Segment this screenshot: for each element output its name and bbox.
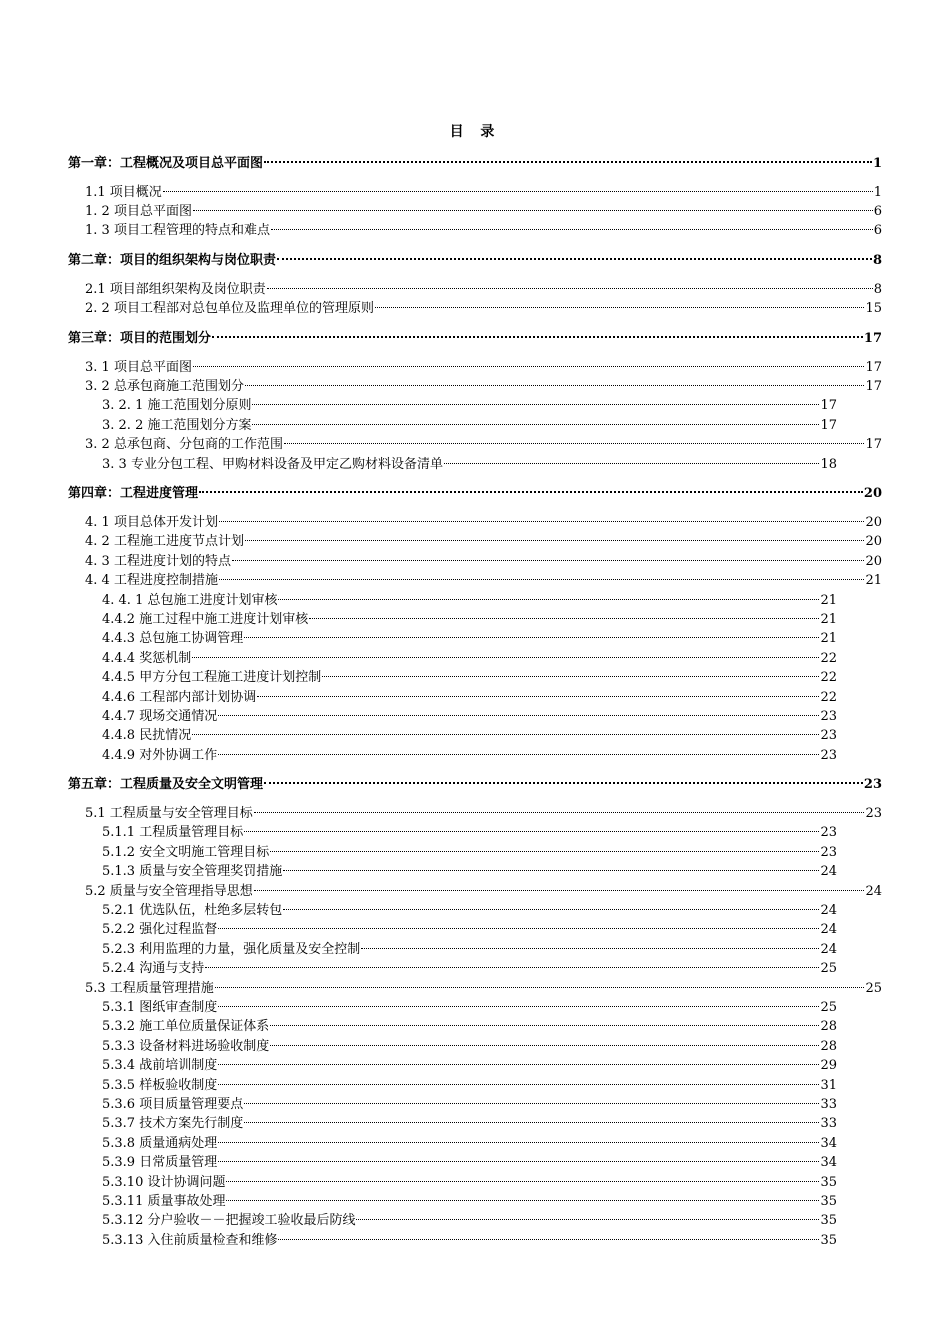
toc-entry-label: 4.4.3 总包施工协调管理 [102, 631, 244, 646]
toc-entry-label: 5.3.8 质量通病处理 [102, 1136, 218, 1151]
toc-entry[interactable] [102, 818, 837, 840]
toc-page-number: 33 [820, 1097, 837, 1112]
toc-entry-label: 5.2.4 沟通与支持 [102, 961, 205, 976]
toc-dot-leader [218, 1051, 819, 1069]
toc-entry-label: 3. 2 总承包商、分包商的工作范围 [85, 437, 283, 452]
toc-dot-leader [264, 149, 872, 167]
toc-dot-leader [193, 197, 873, 215]
toc-dot-leader [218, 1129, 819, 1147]
toc-chapter-entry[interactable] [68, 149, 882, 171]
toc-dot-leader [232, 547, 865, 565]
toc-entry-label: 4.4.6 工程部内部计划协调 [102, 690, 257, 705]
toc-entry[interactable] [102, 721, 837, 743]
toc-entry-label: 4.4.2 施工过程中施工进度计划审核 [102, 612, 309, 627]
toc-entry[interactable] [102, 1051, 837, 1073]
toc-dot-leader [254, 799, 865, 817]
toc-page-number: 29 [820, 1058, 837, 1073]
toc-entry[interactable] [102, 838, 837, 860]
toc-entry-label: 4.4.4 奖惩机制 [102, 651, 192, 666]
toc-entry[interactable] [102, 1071, 837, 1093]
toc-entry[interactable] [102, 915, 837, 937]
toc-dot-leader [226, 1187, 819, 1205]
toc-page-number: 23 [863, 777, 882, 792]
toc-entry[interactable] [102, 605, 837, 627]
toc-entry[interactable] [102, 644, 837, 666]
toc-entry-label: 3. 1 项目总平面图 [85, 360, 192, 375]
toc-dot-leader [375, 294, 865, 312]
toc-page-number: 24 [820, 922, 837, 937]
toc-entry[interactable] [85, 430, 882, 452]
toc-dot-leader [361, 935, 819, 953]
toc-dot-leader [270, 1012, 819, 1030]
toc-page-number: 21 [865, 573, 882, 588]
toc-dot-leader [215, 974, 865, 992]
toc-page-number: 25 [820, 961, 837, 976]
toc-entry-label: 5.3.9 日常质量管理 [102, 1155, 218, 1170]
toc-entry-label: 4.4.8 民扰情况 [102, 728, 192, 743]
toc-page-number: 8 [872, 253, 882, 268]
toc-entry[interactable] [85, 275, 882, 297]
toc-entry-label: 5.3.4 战前培训制度 [102, 1058, 218, 1073]
toc-entry[interactable] [102, 1012, 837, 1034]
toc-dot-leader [270, 1032, 819, 1050]
toc-dot-leader [205, 954, 819, 972]
toc-dot-leader [245, 527, 865, 545]
toc-dot-leader [218, 993, 819, 1011]
toc-page-number: 28 [820, 1019, 837, 1034]
toc-dot-leader [226, 1168, 819, 1186]
toc-title: 目 录 [449, 124, 501, 140]
toc-dot-leader [192, 644, 819, 662]
toc-page-number: 20 [865, 534, 882, 549]
toc-entry-label: 5.3.12 分户验收－－把握竣工验收最后防线 [102, 1213, 356, 1228]
toc-dot-leader [264, 770, 863, 788]
toc-entry-label: 2.1 项目部组织架构及岗位职责 [85, 282, 266, 297]
toc-dot-leader [212, 324, 863, 342]
toc-entry[interactable] [85, 216, 882, 238]
toc-entry-label: 1.1 项目概况 [85, 185, 162, 200]
toc-entry[interactable] [102, 1129, 837, 1151]
toc-entry-label: 5.1 工程质量与安全管理目标 [85, 806, 253, 821]
toc-entry-label: 1. 3 项目工程管理的特点和难点 [85, 223, 270, 238]
toc-dot-leader [283, 857, 819, 875]
toc-entry[interactable] [102, 1187, 837, 1209]
toc-dot-leader [271, 216, 873, 234]
toc-entry[interactable] [102, 702, 837, 724]
toc-entry[interactable] [102, 896, 837, 918]
toc-page-number: 24 [820, 903, 837, 918]
toc-dot-leader [252, 391, 819, 409]
toc-entry[interactable] [102, 391, 837, 413]
toc-entry-label: 4.4.9 对外协调工作 [102, 748, 218, 763]
toc-page-number: 20 [865, 554, 882, 569]
toc-entry-label: 3. 2 总承包商施工范围划分 [85, 379, 244, 394]
toc-page-number: 1 [872, 156, 882, 171]
toc-entry-label: 4.4.5 甲方分包工程施工进度计划控制 [102, 670, 322, 685]
toc-page-number: 33 [820, 1116, 837, 1131]
toc-entry-label: 5.2.1 优选队伍，杜绝多层转包 [102, 903, 283, 918]
toc-page-number: 25 [865, 981, 882, 996]
toc-page-number: 24 [865, 884, 882, 899]
toc-entry-label: 3. 2. 1 施工范围划分原则 [102, 398, 252, 413]
toc-page-number: 17 [863, 331, 882, 346]
toc-entry[interactable] [85, 178, 882, 200]
toc-page-number: 17 [865, 379, 882, 394]
toc-entry-label: 5.1.3 质量与安全管理奖罚措施 [102, 864, 283, 879]
toc-entry[interactable] [102, 993, 837, 1015]
toc-entry-label: 第一章：工程概况及项目总平面图 [68, 156, 264, 171]
toc-entry[interactable] [102, 1090, 837, 1112]
toc-dot-leader [193, 353, 865, 371]
toc-entry[interactable] [85, 877, 882, 899]
toc-entry[interactable] [102, 1032, 837, 1054]
toc-dot-leader [278, 586, 819, 604]
toc-entry-label: 5.3.7 技术方案先行制度 [102, 1116, 244, 1131]
toc-dot-leader [444, 450, 820, 468]
toc-page-number: 6 [873, 223, 882, 238]
toc-dot-leader [267, 275, 873, 293]
toc-entry[interactable] [102, 1148, 837, 1170]
toc-entry[interactable] [102, 741, 837, 763]
toc-page-number: 6 [873, 204, 882, 219]
toc-entry[interactable] [85, 294, 882, 316]
toc-page-number: 22 [820, 690, 837, 705]
toc-dot-leader [284, 430, 865, 448]
toc-dot-leader [244, 818, 819, 836]
toc-dot-leader [278, 1226, 819, 1244]
toc-entry-label: 4. 1 项目总体开发计划 [85, 515, 218, 530]
toc-dot-leader [218, 741, 819, 759]
toc-page-number: 35 [820, 1233, 837, 1248]
toc-entry-label: 4.4.7 现场交通情况 [102, 709, 218, 724]
toc-page-number: 21 [820, 593, 837, 608]
toc-entry-label: 2. 2 项目工程部对总包单位及监理单位的管理原则 [85, 301, 374, 316]
toc-dot-leader [218, 1148, 819, 1166]
toc-page-number: 22 [820, 651, 837, 666]
toc-page-number: 23 [865, 806, 882, 821]
toc-entry[interactable] [102, 683, 837, 705]
toc-page-number: 21 [820, 631, 837, 646]
toc-dot-leader [218, 702, 819, 720]
toc-entry[interactable] [85, 372, 882, 394]
toc-page-number: 23 [820, 709, 837, 724]
toc-page-number: 20 [863, 486, 882, 501]
toc-entry[interactable] [102, 411, 837, 433]
toc-entry-label: 1. 2 项目总平面图 [85, 204, 192, 219]
toc-entry-label: 4. 4 工程进度控制措施 [85, 573, 218, 588]
toc-dot-leader [309, 605, 819, 623]
toc-dot-leader [218, 915, 819, 933]
toc-entry-label: 第二章：项目的组织架构与岗位职责 [68, 253, 277, 268]
toc-dot-leader [270, 838, 819, 856]
toc-entry-label: 5.1.2 安全文明施工管理目标 [102, 845, 270, 860]
toc-chapter-entry[interactable] [68, 770, 882, 792]
toc-dot-leader [283, 896, 819, 914]
toc-page-number: 17 [820, 398, 837, 413]
toc-entry-label: 第三章：项目的范围划分 [68, 331, 212, 346]
toc-dot-leader [252, 411, 819, 429]
toc-entry[interactable] [102, 624, 837, 646]
toc-entry-label: 5.3.6 项目质量管理要点 [102, 1097, 244, 1112]
toc-entry[interactable] [85, 799, 882, 821]
toc-page-number: 17 [865, 437, 882, 452]
toc-dot-leader [244, 1109, 819, 1127]
toc-entry[interactable] [102, 1226, 837, 1248]
toc-page-number: 23 [820, 845, 837, 860]
toc-entry[interactable] [102, 954, 837, 976]
toc-entry[interactable] [85, 197, 882, 219]
toc-entry-label: 4. 2 工程施工进度节点计划 [85, 534, 244, 549]
toc-entry[interactable] [102, 1109, 837, 1131]
toc-page-number: 31 [820, 1078, 837, 1093]
toc-entry[interactable] [102, 586, 837, 608]
toc-dot-leader [254, 877, 865, 895]
toc-page-number: 34 [820, 1155, 837, 1170]
toc-page-number: 20 [865, 515, 882, 530]
toc-entry-label: 3. 2. 2 施工范围划分方案 [102, 418, 252, 433]
toc-entry-label: 5.3.13 入住前质量检查和维修 [102, 1233, 278, 1248]
toc-dot-leader [257, 683, 819, 701]
toc-entry-label: 5.3.3 设备材料进场验收制度 [102, 1039, 270, 1054]
toc-entry-label: 5.1.1 工程质量管理目标 [102, 825, 244, 840]
toc-dot-leader [192, 721, 819, 739]
toc-entry-label: 5.3 工程质量管理措施 [85, 981, 214, 996]
toc-page-number: 1 [873, 185, 882, 200]
toc-dot-leader [244, 624, 819, 642]
toc-entry-label: 5.3.5 样板验收制度 [102, 1078, 218, 1093]
toc-dot-leader [277, 246, 872, 264]
toc-entry[interactable] [102, 857, 837, 879]
toc-entry-label: 5.3.11 质量事故处理 [102, 1194, 226, 1209]
toc-page-number: 34 [820, 1136, 837, 1151]
toc-entry-label: 5.3.1 图纸审查制度 [102, 1000, 218, 1015]
toc-entry[interactable] [85, 974, 882, 996]
toc-page-number: 24 [820, 942, 837, 957]
toc-dot-leader [322, 663, 819, 681]
toc-entry-label: 5.2.2 强化过程监督 [102, 922, 218, 937]
toc-entry-label: 4. 3 工程进度计划的特点 [85, 554, 231, 569]
toc-page-number: 25 [820, 1000, 837, 1015]
toc-entry[interactable] [102, 935, 837, 957]
toc-entry[interactable] [85, 508, 882, 530]
toc-page-number: 35 [820, 1194, 837, 1209]
toc-dot-leader [199, 479, 863, 497]
toc-dot-leader [218, 1071, 819, 1089]
toc-entry-label: 4. 4. 1 总包施工进度计划审核 [102, 593, 278, 608]
toc-entry[interactable] [85, 547, 882, 569]
toc-page-number: 17 [865, 360, 882, 375]
toc-entry-label: 5.2 质量与安全管理指导思想 [85, 884, 253, 899]
toc-page-number: 23 [820, 728, 837, 743]
toc-dot-leader [219, 508, 865, 526]
toc-dot-leader [219, 566, 865, 584]
toc-dot-leader [245, 372, 865, 390]
toc-entry-label: 5.3.10 设计协调问题 [102, 1175, 226, 1190]
toc-page-number: 15 [865, 301, 882, 316]
toc-entry[interactable] [102, 450, 837, 472]
toc-page-number: 24 [820, 864, 837, 879]
toc-page-number: 23 [820, 748, 837, 763]
toc-page-number: 22 [820, 670, 837, 685]
toc-page-number: 35 [820, 1175, 837, 1190]
toc-dot-leader [244, 1090, 819, 1108]
toc-entry[interactable] [102, 1206, 837, 1228]
toc-page-number: 21 [820, 612, 837, 627]
toc-chapter-entry[interactable] [68, 246, 882, 268]
toc-chapter-entry[interactable] [68, 324, 882, 346]
toc-entry[interactable] [85, 566, 882, 588]
toc-dot-leader [356, 1206, 819, 1224]
toc-page-number: 17 [820, 418, 837, 433]
toc-dot-leader [163, 178, 873, 196]
toc-page-number: 8 [873, 282, 882, 297]
toc-page-number: 23 [820, 825, 837, 840]
toc-entry[interactable] [102, 1168, 837, 1190]
toc-entry-label: 第四章：工程进度管理 [68, 486, 199, 501]
toc-page-number: 35 [820, 1213, 837, 1228]
toc-entry-label: 5.2.3 利用监理的力量，强化质量及安全控制 [102, 942, 361, 957]
toc-page-number: 28 [820, 1039, 837, 1054]
toc-entry[interactable] [85, 353, 882, 375]
toc-entry-label: 第五章：工程质量及安全文明管理 [68, 777, 264, 792]
toc-entry[interactable] [102, 663, 837, 685]
toc-entry[interactable] [85, 527, 882, 549]
toc-chapter-entry[interactable] [68, 479, 882, 501]
toc-entry-label: 3. 3 专业分包工程、甲购材料设备及甲定乙购材料设备清单 [102, 457, 443, 472]
toc-page-number: 18 [820, 457, 837, 472]
toc-entry-label: 5.3.2 施工单位质量保证体系 [102, 1019, 270, 1034]
